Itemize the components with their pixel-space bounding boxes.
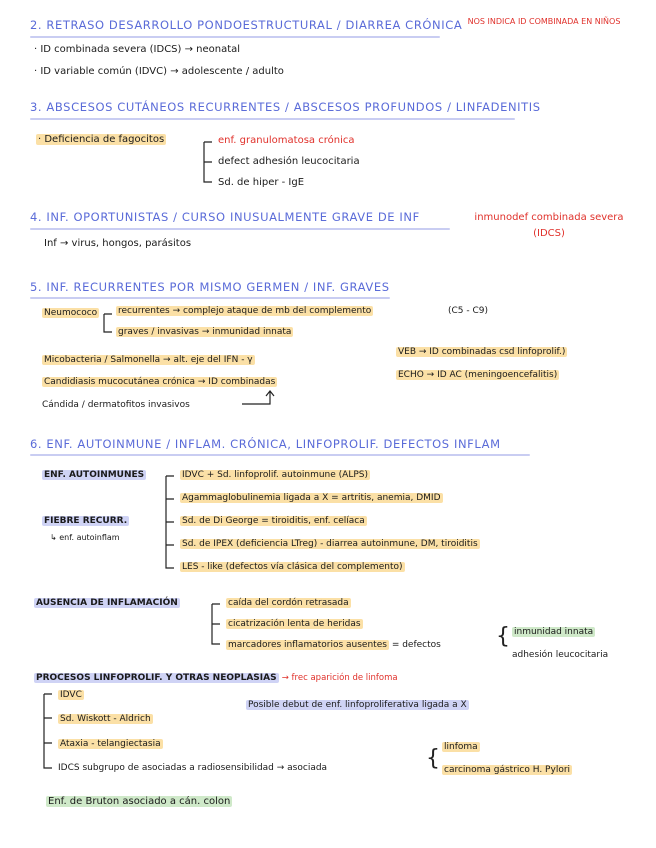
section-6-title: 6. ENF. AUTOINMUNE / INFLAM. CRÓNICA, LINFOPROLIF. DEFECTOS INFLAM (30, 437, 501, 451)
section-5-underline (30, 297, 390, 299)
s5-lead: Neumococo (44, 308, 98, 318)
s5-branch-2: graves / invasivas → inmunidad innata (118, 327, 292, 337)
s5-right-2: ECHO → ID AC (meningoencefalitis) (398, 370, 558, 380)
s6-defect-1: inmunidad innata (514, 627, 594, 637)
section-6-underline (30, 454, 530, 456)
section-4-title: 4. INF. OPORTUNISTAS / CURSO INUSUALMENTE GRAVE DE INF (30, 210, 420, 224)
s5-branch-lines (100, 310, 116, 336)
s6-branch-2: Agammaglobulinemia ligada a X = artritis, anemia, DMID (182, 493, 441, 503)
s6-lead-fiebre: FIEBRE RECURR. (44, 516, 128, 526)
s3-branch-lines (198, 138, 218, 188)
s3-branch-2: defect adhesión leucocitaria (218, 156, 360, 167)
section-3-title: 3. ABSCESOS CUTÁNEOS RECURRENTES / ABSCESOS PROFUNDOS / LINFADENITIS (30, 100, 541, 114)
s3-branch-1: enf. granulomatosa crónica (218, 135, 355, 146)
s6-branch-1: IDVC + Sd. linfoprolif. autoinmune (ALPS) (182, 470, 368, 480)
s5-mid-2: Candidiasis mucocutánea crónica → ID combinadas (44, 377, 276, 387)
s5-branch-1: recurrentes → complejo ataque de mb del complemento (118, 306, 372, 316)
s6-cancer-2: carcinoma gástrico H. Pylori (444, 765, 571, 775)
s6-proc-3: Ataxia - telangiectasia (60, 739, 161, 749)
s2-line-1: · ID combinada severa (IDCS) → neonatal (34, 44, 241, 55)
s5-right-1: VEB → ID combinadas csd linfoprolif.) (398, 347, 566, 357)
section-3-underline (30, 118, 515, 120)
s6-ausencia-2: cicatrización lenta de heridas (228, 619, 361, 629)
s6-ausencia-title: AUSENCIA DE INFLAMACIÓN (36, 598, 178, 608)
s5-mid-3: Cándida / dermatofitos invasivos (42, 400, 190, 410)
s6-branch-lines (160, 472, 180, 572)
section-2-underline (30, 36, 440, 38)
s6-branch-5: LES - like (defectos vía clásica del complemento) (182, 562, 403, 572)
s5-mid-1: Micobacteria / Salmonella → alt. eje del IFN - γ (44, 355, 253, 365)
s6-branch-4: Sd. de IPEX (deficiencia LTreg) - diarrea autoinmune, DM, tiroiditis (182, 539, 478, 549)
s6-proc-branch-lines (38, 690, 58, 774)
brace-icon: { (496, 624, 510, 649)
s6-branch-3: Sd. de Di George = tiroiditis, enf. celíaca (182, 516, 365, 526)
s5-arrow-up (240, 388, 280, 408)
s6-proc-4: IDCS subgrupo de asociadas a radiosensibilidad → asociada (58, 763, 328, 773)
s6-proc-1: IDVC (60, 690, 82, 700)
s6-defect-2: adhesión leucocitaria (512, 650, 609, 660)
s3-lead: · Deficiencia de fagocitos (38, 134, 165, 145)
s5-branch-1-sub: (C5 - C9) (448, 306, 489, 316)
section-5-title: 5. INF. RECURRENTES POR MISMO GERMEN / INF. GRAVES (30, 280, 390, 294)
s6-bruton: Enf. de Bruton asociado a cán. colon (48, 796, 231, 807)
s3-branch-3: Sd. de hiper - IgE (218, 177, 305, 188)
s6-ausencia-3: marcadores inflamatorios ausentes = defectos (228, 640, 441, 650)
s2-line-2: · ID variable común (IDVC) → adolescente / adulto (34, 66, 284, 77)
section-2-note: NOS INDICA ID COMBINADA EN NIÑOS (467, 17, 621, 26)
s6-lead-fiebre-sub: ↳ enf. autoinflam (50, 533, 120, 542)
s6-proc-note: Posible debut de enf. linfoproliferativa ligada a X (248, 700, 467, 710)
section-4-note: inmunodef combinada severa (IDCS) (474, 212, 624, 239)
s6-ausencia-1: caída del cordón retrasada (228, 598, 349, 608)
section-4-underline (30, 228, 450, 230)
s6-lead-autoinmunes: ENF. AUTOINMUNES (44, 470, 145, 480)
s6-proc-title: PROCESOS LINFOPROLIF. Y OTRAS NEOPLASIAS → frec aparición de linfoma (36, 673, 398, 683)
s6-ausencia-branch-lines (206, 600, 226, 650)
brace-icon-2: { (426, 746, 440, 771)
s6-cancer-1: linfoma (444, 742, 478, 752)
s6-proc-2: Sd. Wiskott - Aldrich (60, 714, 151, 724)
s4-line-1: Inf → virus, hongos, parásitos (44, 238, 192, 249)
section-2-title: 2. RETRASO DESARROLLO PONDOESTRUCTURAL / DIARREA CRÓNICA (30, 18, 463, 32)
